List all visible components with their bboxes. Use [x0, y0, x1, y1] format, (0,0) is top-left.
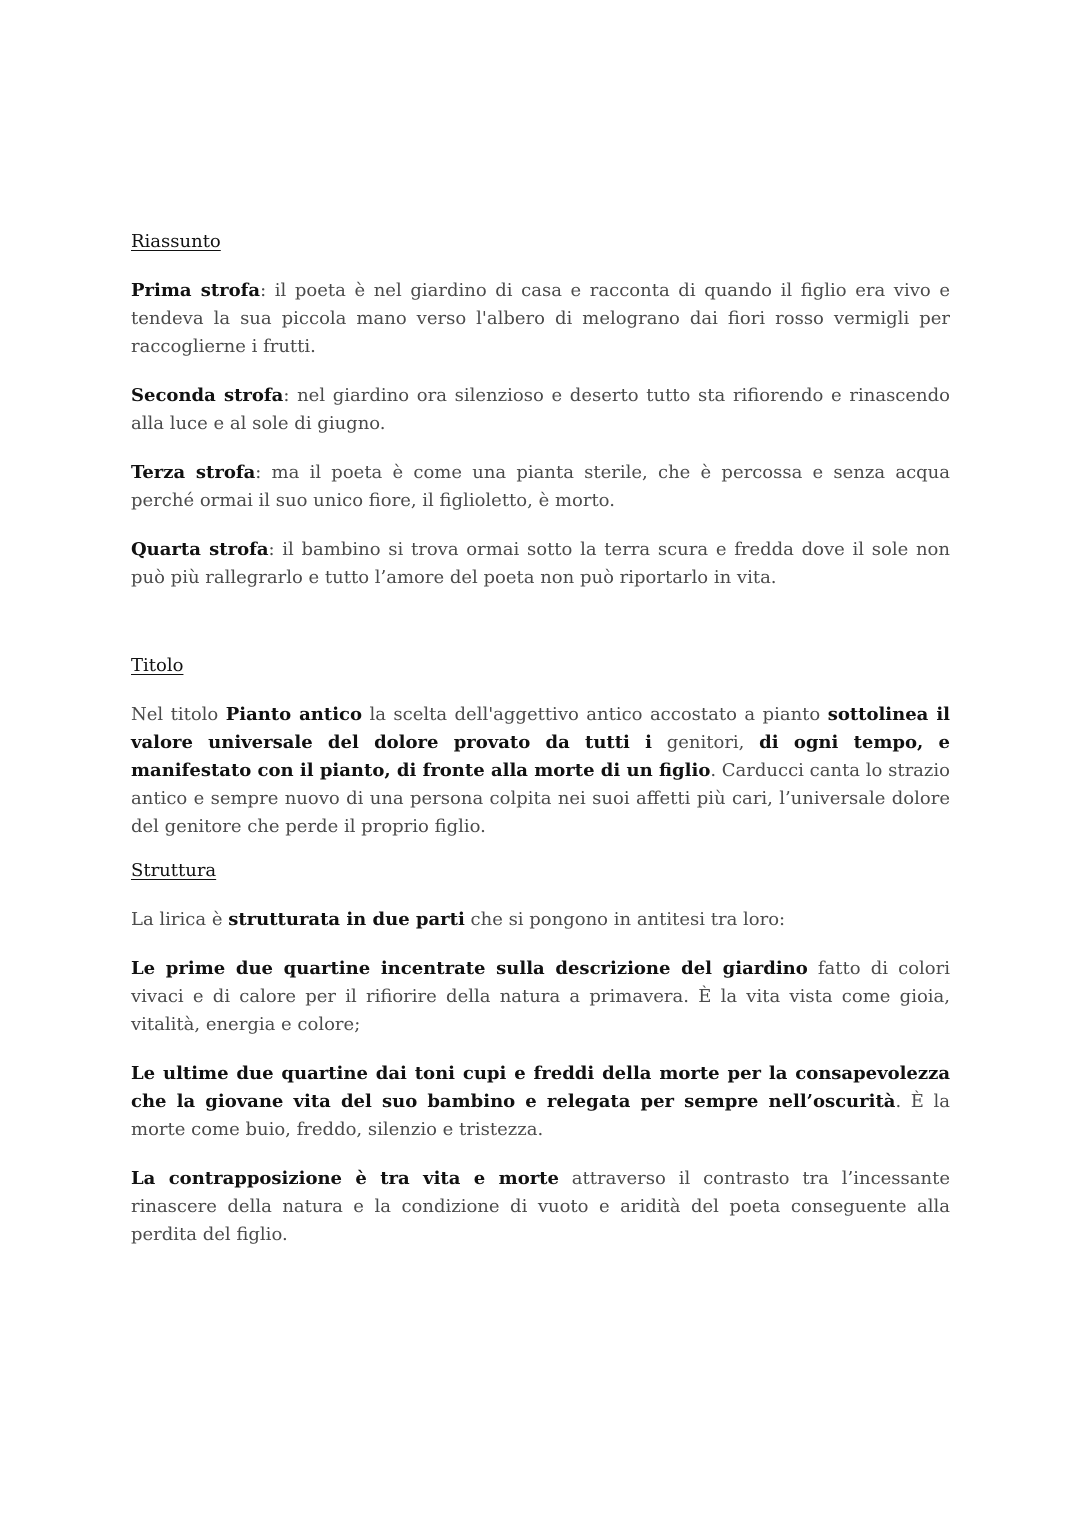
- document-page: [131, 228, 950, 1249]
- paragraph-text: genitori,: [652, 732, 760, 753]
- paragraph-text: la scelta dell'aggettivo antico accostato a pianto: [362, 704, 828, 725]
- bold-label: Seconda strofa: [131, 385, 284, 406]
- paragraph-text: : nel giardino ora silenzioso e deserto tutto sta rifiorendo e rinascendo alla luce e al sole di giugno.: [131, 385, 950, 434]
- paragraph-ultime-quartine: [131, 1060, 950, 1144]
- paragraph-titolo: [131, 701, 950, 841]
- bold-text: Le prime due quartine incentrate sulla descrizione del giardino: [131, 958, 808, 979]
- paragraph-contrapposizione: [131, 1165, 950, 1249]
- paragraph-text: . Carducci canta lo strazio antico e sempre nuovo di una persona colpita nei suoi affetti più cari, l’universale dolore del genitore che perde il proprio figlio.: [131, 760, 950, 837]
- paragraph-text: che si pongono in antitesi tra loro:: [464, 909, 786, 930]
- heading-titolo: Titolo: [131, 655, 184, 676]
- paragraph-text: . È la morte come buio, freddo, silenzio e tristezza.: [131, 1091, 950, 1140]
- bold-label: Prima strofa: [131, 280, 261, 301]
- paragraph-text: Nel titolo: [131, 704, 226, 725]
- bold-text: sottolinea il valore universale del dolore provato da tutti i: [131, 704, 951, 753]
- paragraph-text: : il bambino si trova ormai sotto la terra scura e fredda dove il sole non può più rallegrarlo e tutto l’amore del poeta non può riportarlo in vita.: [131, 539, 950, 588]
- paragraph-prima-strofa: [131, 277, 950, 361]
- paragraph-quarta-strofa: [131, 536, 950, 592]
- paragraph-text: La lirica è: [131, 909, 229, 930]
- paragraph-terza-strofa: [131, 459, 950, 515]
- paragraph-seconda-strofa: [131, 382, 950, 438]
- heading-struttura: Struttura: [131, 860, 217, 881]
- bold-text: di ogni tempo, e manifestato con il pianto, di fronte alla morte di un figlio: [131, 732, 950, 781]
- paragraph-struttura-intro: [131, 906, 950, 934]
- heading-riassunto: Riassunto: [131, 231, 221, 252]
- bold-text: La contrapposizione è tra vita e morte: [131, 1168, 559, 1189]
- bold-text: strutturata in due parti: [228, 909, 465, 930]
- bold-text: Pianto antico: [225, 704, 363, 725]
- paragraph-text: : il poeta è nel giardino di casa e racconta di quando il figlio era vivo e tendeva la sua piccola mano verso l'albero di melograno dai fiori rosso vermigli per raccoglierne i frutti.: [131, 280, 950, 357]
- paragraph-text: : ma il poeta è come una pianta sterile, che è percossa e senza acqua perché ormai il suo unico fiore, il figlioletto, è morto.: [131, 462, 950, 511]
- bold-label: Quarta strofa: [131, 539, 269, 560]
- paragraph-prime-quartine: [131, 955, 950, 1039]
- paragraph-text: fatto di colori vivaci e di calore per il rifiorire della natura a primavera. È la vita vista come gioia, vitalità, energia e colore;: [131, 958, 950, 1035]
- bold-text: Le ultime due quartine dai toni cupi e freddi della morte per la consapevolezza che la giovane vita del suo bambino e relegata per sempre nell’oscurità: [131, 1063, 950, 1112]
- bold-label: Terza strofa: [131, 462, 256, 483]
- paragraph-text: attraverso il contrasto tra l’incessante rinascere della natura e la condizione di vuoto e aridità del poeta conseguente alla perdita del figlio.: [131, 1168, 950, 1245]
